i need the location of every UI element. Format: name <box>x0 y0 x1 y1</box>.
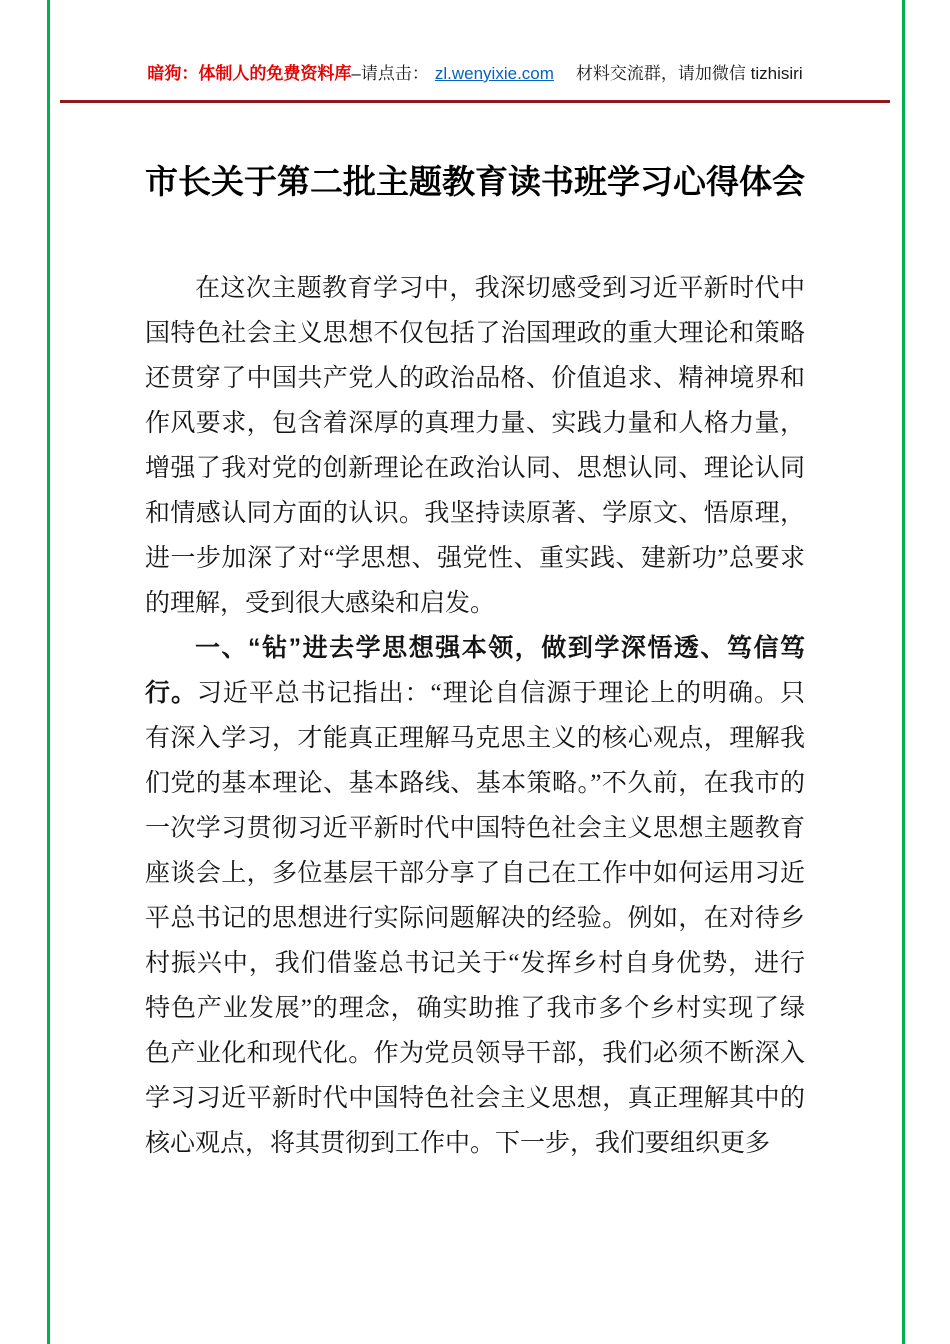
paragraph-2-text: 习近平总书记指出：“理论自信源于理论上的明确。只有深入学习，才能真正理解马克思主义的核心观点，理解我们党的基本理论、基本路线、基本策略。”不久前，在我市的一次学习贯彻习近平新时代中国特色社会主义思想主题教育座谈会上，多位基层干部分享了自己在工作中如何运用习近平总书记的思想进行实际问题解决的经验。例如，在对待乡村振兴中，我们借鉴总书记关于“发挥乡村自身优势，进行特色产业发展”的理念，确实助推了我市多个乡村实现了绿色产业化和现代化。作为党员领导干部，我们必须不断深入学习习近平新时代中国特色社会主义思想，真正理解其中的核心观点，将其贯彻到工作中。下一步，我们要组织更多 <box>145 680 805 1157</box>
promo-suffix: 材料交流群，请加微信 tizhisiri <box>575 64 803 83</box>
promo-text: 暗狗：体制人的免费资料库 <box>147 64 352 83</box>
page-border-left <box>47 0 50 1344</box>
page-border-right <box>902 0 905 1344</box>
page-title: 市长关于第二批主题教育读书班学习心得体会 <box>145 163 805 200</box>
paragraph-1 <box>145 266 805 626</box>
promo-click-label: –请点击： <box>351 64 429 83</box>
promo-link[interactable]: zl.wenyixie.com <box>434 64 554 83</box>
paragraph-2 <box>145 626 805 1166</box>
document-content <box>145 0 805 1166</box>
paragraph-1-text: 在这次主题教育学习中，我深切感受到习近平新时代中国特色社会主义思想不仅包括了治国理政的重大理论和策略还贯穿了中国共产党人的政治品格、价值追求、精神境界和作风要求，包含着深厚的真理力量、实践力量和人格力量，增强了我对党的创新理论在政治认同、思想认同、理论认同和情感认同方面的认识。我坚持读原著、学原文、悟原理，进一步加深了对“学思想、强党性、重实践、建新功”总要求的理解，受到很大感染和启发。 <box>145 275 805 617</box>
paragraph-2-heading: 一、“钻”进去学思想强本领，做到学深悟透、笃信笃行。 <box>145 634 805 707</box>
